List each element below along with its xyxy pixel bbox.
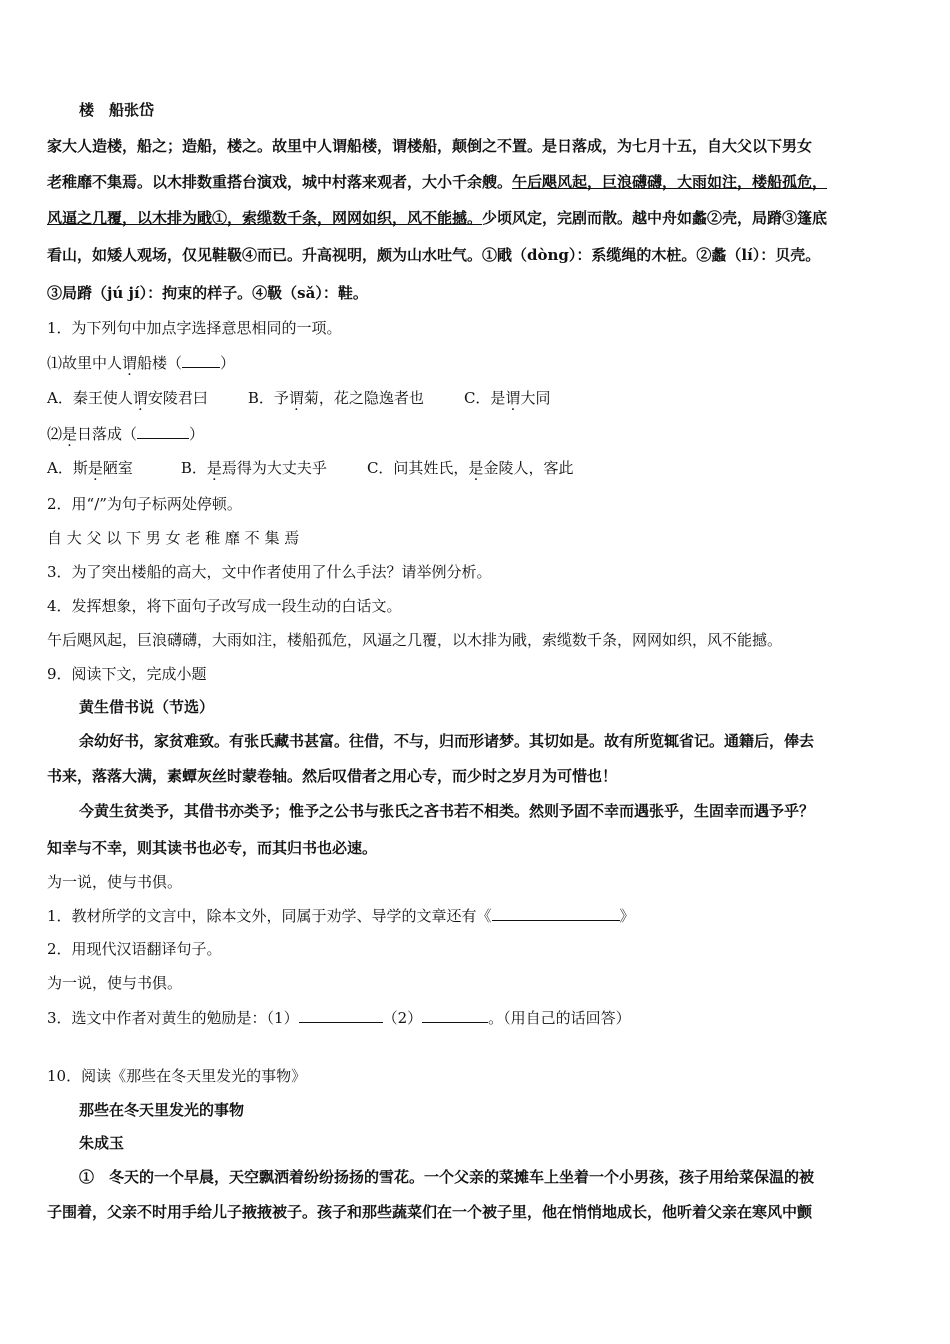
q9-subquestion-2: 2．用现代汉语翻译句子。	[47, 940, 222, 958]
q9-paragraph-1b: 书来，落落大满，素蟫灰丝时蒙卷轴。然后叹借者之用心专，而少时之岁月为可惜也！	[47, 767, 618, 785]
dotted-char: 是	[206, 459, 222, 477]
q9-subquestion-1: 1．教材所学的文言中，除本文外，同属于劝学、导学的文章还有《 》	[47, 907, 635, 925]
option-a[interactable]: A．斯是陋室	[47, 459, 133, 477]
q10-passage-title: 那些在冬天里发光的事物	[79, 1101, 245, 1119]
underlined-sentence: 风逼之几覆，以木排为戙①，索缆数千条，网网如织，风不能撼。	[47, 209, 483, 227]
question-1-sub-1: ⑴故里中人谓船楼（ ）	[47, 354, 236, 372]
answer-blank[interactable]	[137, 423, 189, 439]
q9-paragraph-3: 为一说，使与书俱。	[47, 873, 183, 891]
question-4-sentence: 午后飓风起，巨浪礴礴，大雨如注，楼船孤危，风逼之几覆，以木排为戙，索缆数千条，网网如织，风不能撼。	[47, 631, 783, 649]
passage-line-1: 家大人造楼，船之；造船，楼之。故里中人谓船楼，谓楼船，颠倒之不置。是日落成，为七月十五，自大父以下男女	[47, 137, 813, 155]
question-2-stem: 2．用“/”为句子标两处停顿。	[47, 495, 242, 513]
question-4-stem: 4．发挥想象，将下面句子改写成一段生动的白话文。	[47, 597, 402, 615]
option-b[interactable]: B．是焉得为大丈夫乎	[180, 459, 327, 477]
q9-paragraph-2a: 今黄生贫类予，其借书亦类予；惟予之公书与张氏之吝书若不相类。然则予固不幸而遇张乎，生固幸而遇予乎？	[79, 802, 815, 820]
question-1-options-2	[47, 458, 573, 478]
dotted-char: 谓	[122, 354, 138, 372]
passage-line-3: 风逼之几覆，以木排为戙①，索缆数千条，网网如织，风不能撼。少顷风定，完剧而散。越中舟如蠡②壳，局蹐③篷底	[47, 209, 828, 227]
dotted-char: 谓	[288, 389, 304, 407]
answer-blank[interactable]	[492, 905, 620, 921]
option-b[interactable]: B．予谓菊，花之隐逸者也	[247, 389, 424, 407]
dotted-char: 是	[468, 459, 484, 477]
q10-author: 朱成玉	[79, 1134, 125, 1152]
q10-paragraph-1a: ① 冬天的一个早晨，天空飘洒着纷纷扬扬的雪花。一个父亲的菜摊车上坐着一个小男孩，孩子用给菜保温的被	[79, 1168, 815, 1186]
question-9-heading: 9．阅读下文，完成小题	[47, 665, 207, 683]
q9-subquestion-2-sentence: 为一说，使与书俱。	[47, 974, 183, 992]
passage-line-2: 老稚靡不集焉。以木排数重搭台演戏，城中村落来观者，大小千余艘。午后飓风起，巨浪礴礴，大雨如注，楼船孤危，	[47, 173, 828, 191]
q9-passage-title: 黄生借书说（节选）	[79, 698, 215, 716]
dotted-char: 是	[62, 425, 78, 443]
answer-blank[interactable]	[182, 352, 220, 368]
passage-line-4: 看山，如矮人观场，仅见鞋靸④而已。升高视明，颇为山水吐气。①戙（dòng）：系缆绳的木桩。②蠡（lí）：贝壳。	[47, 246, 821, 264]
dotted-char: 谓	[505, 389, 521, 407]
question-1-sub-2: ⑵是日落成（ ）	[47, 425, 205, 443]
dotted-char: 谓	[132, 389, 148, 407]
question-1-stem: 1．为下列句中加点字选择意思相同的一项。	[47, 319, 342, 337]
answer-blank[interactable]	[299, 1007, 383, 1023]
question-1-options-1	[47, 388, 550, 408]
underlined-sentence: 午后飓风起，巨浪礴礴，大雨如注，楼船孤危，	[512, 173, 828, 191]
dotted-char: 是	[87, 459, 103, 477]
question-2-sentence: 自 大 父 以 下 男 女 老 稚 靡 不 集 焉	[47, 529, 300, 547]
question-10-heading: 10．阅读《那些在冬天里发光的事物》	[47, 1067, 307, 1085]
option-c[interactable]: C．问其姓氏，是金陵人，客此	[366, 459, 574, 477]
q9-subquestion-3: 3．选文中作者对黄生的勉励是：（1） （2） 。（用自己的话回答）	[47, 1009, 631, 1027]
q9-paragraph-2b: 知幸与不幸，则其读书也必专，而其归书也必速。	[47, 839, 378, 857]
answer-blank[interactable]	[422, 1007, 488, 1023]
q10-paragraph-1b: 子围着，父亲不时用手给儿子掖掖被子。孩子和那些蔬菜们在一个被子里，他在悄悄地成长，他听着父亲在寒风中颤	[47, 1203, 813, 1221]
q9-paragraph-1a: 余幼好书，家贫难致。有张氏藏书甚富。往借，不与，归而形诸梦。其切如是。故有所览辄省记。通籍后，俸去	[79, 732, 815, 750]
option-c[interactable]: C．是谓大同	[463, 389, 551, 407]
question-3-stem: 3．为了突出楼船的高大，文中作者使用了什么手法？请举例分析。	[47, 563, 492, 581]
passage-line-5: ③局蹐（jú jí）：拘束的样子。④靸（sǎ）：鞋。	[47, 284, 368, 302]
option-a[interactable]: A．秦王使人谓安陵君曰	[47, 389, 208, 407]
passage-title: 楼 船张岱	[79, 101, 155, 119]
